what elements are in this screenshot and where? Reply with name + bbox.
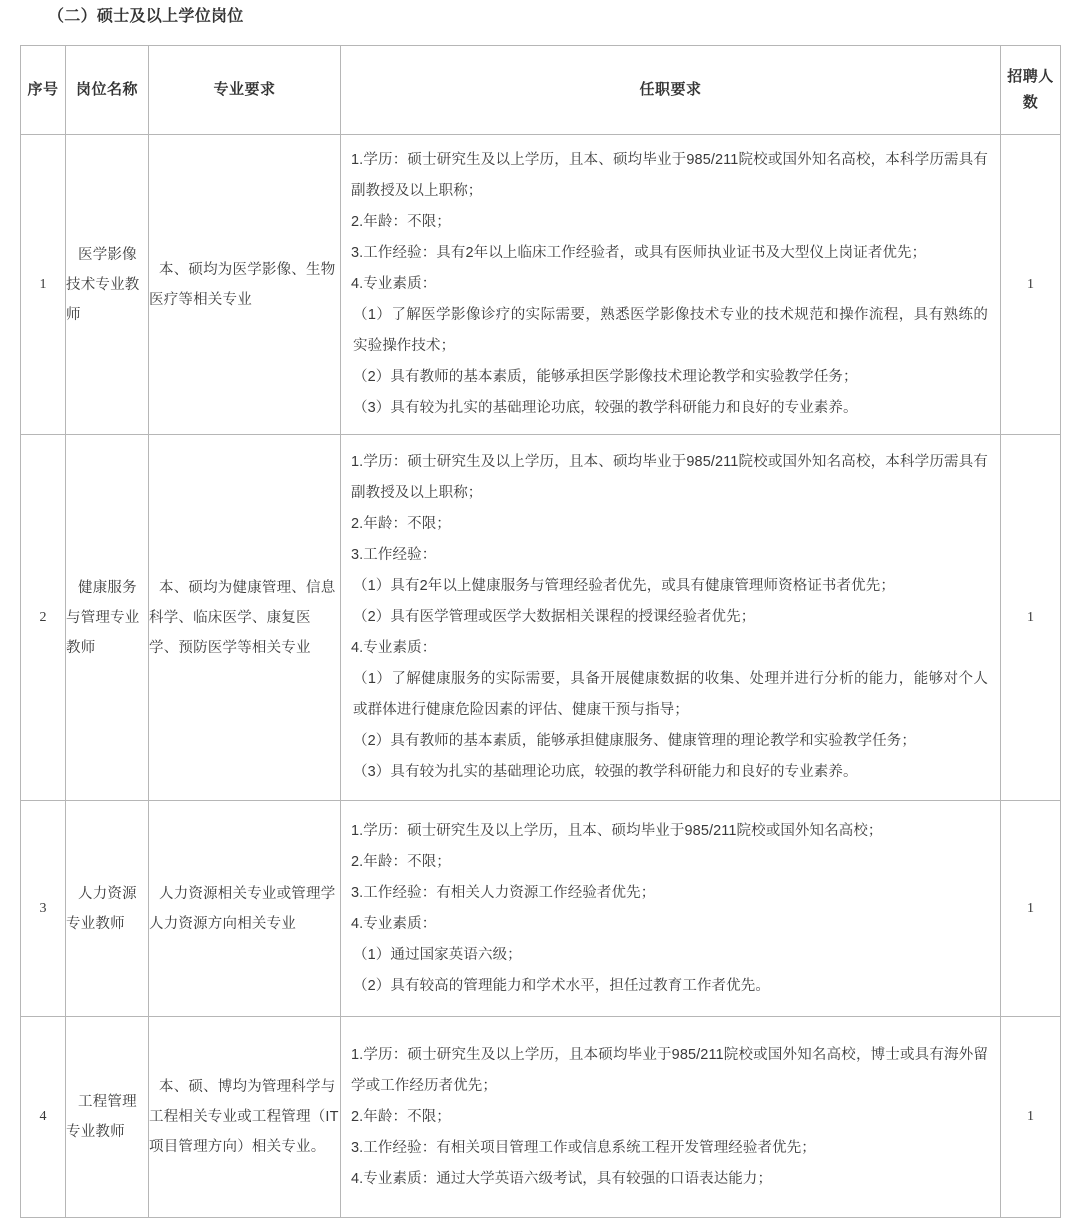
requirement-line: 3.工作经验：有相关项目管理工作或信息系统工程开发管理经验者优先； (351, 1139, 816, 1156)
table-row (21, 1017, 1061, 1218)
requirement-line: 1.学历：硕士研究生及以上学历，且本、硕均毕业于985/211院校或国外知名高校，本科学历需具有副教授及以上职称； (351, 152, 988, 199)
cell-requirements (341, 801, 1001, 1017)
cell-seq: 4 (21, 1017, 66, 1218)
requirement-line: （2）具有医学管理或医学大数据相关课程的授课经验者优先； (353, 609, 756, 625)
requirement-line: 4.专业素质： (351, 276, 437, 292)
cell-requirements (341, 135, 1001, 435)
requirement-line: 1.学历：硕士研究生及以上学历，且本硕均毕业于985/211院校或国外知名高校，博士或具有海外留学或工作经历者优先； (351, 1046, 988, 1094)
requirement-line: （3）具有较为扎实的基础理论功底，较强的教学科研能力和良好的专业素养。 (353, 400, 858, 416)
cell-seq: 3 (21, 801, 66, 1017)
cell-count: 1 (1001, 435, 1061, 801)
cell-post (66, 435, 149, 801)
requirements-list (341, 806, 1000, 1012)
requirement-line: 3.工作经验：有相关人力资源工作经验者优先； (351, 884, 656, 901)
column-header-seq-label: 序号 (27, 81, 59, 98)
cell-post-text: 工程管理专业教师 (66, 1094, 137, 1140)
requirement-line: 2.年龄：不限； (351, 516, 451, 532)
requirement-line: （1）通过国家英语六级； (353, 946, 522, 963)
requirement-line: 3.工作经验： (351, 547, 437, 563)
requirement-line: （2）具有教师的基本素质，能够承担健康服务、健康管理的理论教学和实验教学任务； (353, 733, 916, 749)
cell-major (149, 435, 341, 801)
table-header-row (21, 46, 1061, 135)
table-row (21, 435, 1061, 801)
requirements-list (341, 135, 1000, 434)
table-body (21, 135, 1061, 1218)
column-header-count (1001, 46, 1061, 135)
requirement-line: （1）了解医学影像诊疗的实际需要，熟悉医学影像技术专业的技术规范和操作流程，具有熟练的实验操作技术； (353, 307, 988, 354)
column-header-major-label: 专业要求 (213, 81, 276, 98)
column-header-post-label: 岗位名称 (75, 81, 138, 98)
cell-requirements (341, 435, 1001, 801)
requirement-line: （2）具有教师的基本素质，能够承担医学影像技术理论教学和实验教学任务； (353, 369, 858, 385)
cell-major (149, 801, 341, 1017)
cell-requirements (341, 1017, 1001, 1218)
cell-post-text: 医学影像技术专业教师 (66, 246, 140, 323)
column-header-post (66, 46, 149, 135)
requirement-line: （1）具有2年以上健康服务与管理经验者优先，或具有健康管理师资格证书者优先； (353, 578, 895, 594)
requirement-line: （1）了解健康服务的实际需要，具备开展健康数据的收集、处理并进行分析的能力，能够对个人或群体进行健康危险因素的评估、健康干预与指导； (353, 671, 988, 718)
requirement-line: （2）具有较高的管理能力和学术水平，担任过教育工作者优先。 (353, 977, 770, 994)
jobs-table-container (20, 45, 1060, 1218)
requirement-line: 4.专业素质： (351, 640, 437, 656)
table-header (21, 46, 1061, 135)
column-header-seq (21, 46, 66, 135)
cell-count: 1 (1001, 1017, 1061, 1218)
cell-seq: 2 (21, 435, 66, 801)
requirement-line: 2.年龄：不限； (351, 853, 451, 870)
table-row (21, 801, 1061, 1017)
cell-count: 1 (1001, 801, 1061, 1017)
requirement-line: 4.专业素质：通过大学英语六级考试，具有较强的口语表达能力； (351, 1170, 773, 1187)
requirement-line: 3.工作经验：具有2年以上临床工作经验者，或具有医师执业证书及大型仪上岗证者优先； (351, 245, 927, 261)
requirements-list (341, 1030, 1000, 1205)
cell-post (66, 135, 149, 435)
column-header-requirements-label: 任职要求 (639, 81, 702, 98)
requirements-list (341, 437, 1000, 798)
cell-post-text: 人力资源专业教师 (66, 885, 137, 932)
requirement-line: 1.学历：硕士研究生及以上学历，且本、硕均毕业于985/211院校或国外知名高校； (351, 822, 883, 839)
requirement-line: 2.年龄：不限； (351, 1108, 451, 1125)
column-header-requirements (341, 46, 1001, 135)
cell-major (149, 1017, 341, 1218)
cell-major-text: 本、硕、博均为管理科学与工程相关专业或工程管理（IT项目管理方向）相关专业。 (149, 1079, 339, 1155)
requirement-line: 2.年龄：不限； (351, 214, 451, 230)
cell-post (66, 801, 149, 1017)
cell-post-text: 健康服务与管理专业教师 (66, 579, 140, 656)
requirement-line: 4.专业素质： (351, 915, 437, 932)
column-header-count-label: 招聘人数 (1007, 68, 1054, 111)
cell-major-text: 人力资源相关专业或管理学人力资源方向相关专业 (149, 885, 336, 932)
cell-post (66, 1017, 149, 1218)
cell-major (149, 135, 341, 435)
requirement-line: （3）具有较为扎实的基础理论功底，较强的教学科研能力和良好的专业素养。 (353, 764, 858, 780)
requirement-line: 1.学历：硕士研究生及以上学历，且本、硕均毕业于985/211院校或国外知名高校，本科学历需具有副教授及以上职称； (351, 454, 988, 501)
column-header-major (149, 46, 341, 135)
table-row (21, 135, 1061, 435)
cell-seq: 1 (21, 135, 66, 435)
cell-major-text: 本、硕均为健康管理、信息科学、临床医学、康复医学、预防医学等相关专业 (149, 579, 336, 656)
cell-major-text: 本、硕均为医学影像、生物医疗等相关专业 (149, 261, 336, 308)
section-title: （二）硕士及以上学位岗位 (48, 8, 244, 25)
jobs-table (20, 45, 1061, 1218)
cell-count: 1 (1001, 135, 1061, 435)
